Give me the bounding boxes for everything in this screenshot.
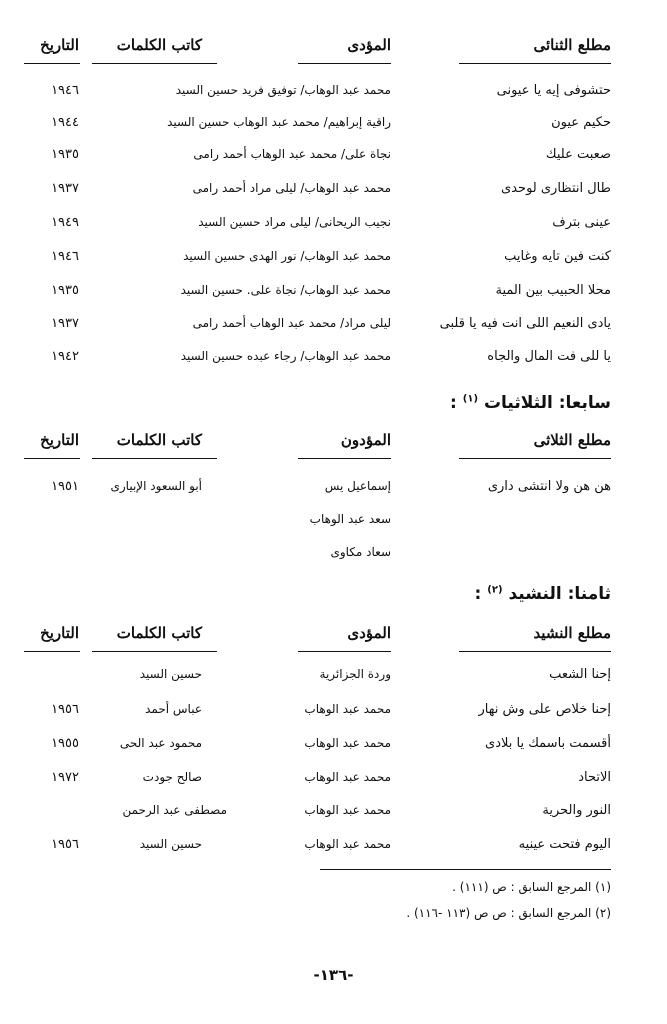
row-writer: حسين السيد bbox=[139, 837, 202, 851]
row-credit: نجاة على/ محمد عبد الوهاب أحمد رامى bbox=[193, 147, 391, 161]
anthems-title-colon: : bbox=[474, 584, 482, 604]
header-underline bbox=[92, 63, 217, 64]
table-row bbox=[0, 349, 667, 377]
row-credit: محمد عبد الوهاب/ نور الهدى حسين السيد bbox=[183, 249, 391, 263]
header-underline bbox=[459, 458, 611, 459]
row-singer: محمد عبد الوهاب bbox=[304, 736, 391, 750]
trios-title-colon: : bbox=[450, 393, 457, 413]
row-singer: محمد عبد الوهاب bbox=[304, 803, 391, 817]
table-row bbox=[0, 83, 667, 111]
row-first-line: حتشوفى إيه يا عيونى bbox=[496, 83, 611, 98]
row-singer: سعاد مكاوى bbox=[330, 545, 391, 559]
table-row bbox=[0, 479, 667, 507]
row-credit: محمد عبد الوهاب/ ليلى مراد أحمد رامى bbox=[192, 181, 391, 195]
table-row bbox=[0, 115, 667, 143]
trios-header-singer: المؤدون bbox=[340, 431, 391, 449]
duets-header-writer: كاتب الكلمات bbox=[116, 36, 202, 54]
row-date: ١٩٥٦ bbox=[51, 702, 79, 717]
trios-table-header bbox=[0, 431, 667, 459]
table-row bbox=[0, 667, 667, 695]
table-row bbox=[0, 249, 667, 277]
header-underline bbox=[92, 458, 217, 459]
header-underline bbox=[298, 458, 391, 459]
row-credit: ليلى مراد/ محمد عبد الوهاب أحمد رامى bbox=[192, 316, 391, 330]
header-underline bbox=[298, 651, 391, 652]
table-row bbox=[0, 837, 667, 865]
anthems-title-text: ثامنا: النشيد bbox=[508, 584, 611, 604]
table-row bbox=[0, 147, 667, 175]
row-singer: محمد عبد الوهاب bbox=[304, 702, 391, 716]
trios-title-text: سابعا: الثلاثيات bbox=[483, 393, 611, 413]
trios-header-first: مطلع الثلاثى bbox=[533, 431, 611, 449]
row-first-line: إحنا خلاص على وش نهار bbox=[478, 702, 611, 717]
anthems-header-singer: المؤدى bbox=[347, 624, 391, 642]
table-row bbox=[0, 512, 667, 540]
row-date: ١٩٣٧ bbox=[51, 181, 79, 196]
row-first-line: حكيم عيون bbox=[551, 115, 611, 130]
header-underline bbox=[24, 458, 80, 459]
row-date: ١٩٤٩ bbox=[51, 215, 79, 230]
row-first-line: اليوم فتحت عينيه bbox=[518, 837, 611, 852]
trios-header-date: التاريخ bbox=[40, 431, 79, 449]
row-first-line: أقسمت باسمك يا بلادى bbox=[485, 736, 611, 751]
row-date: ١٩٣٥ bbox=[51, 283, 79, 298]
anthems-footnote-ref: (٢) bbox=[487, 584, 503, 596]
anthems-section-title bbox=[475, 584, 611, 604]
row-date: ١٩٥٥ bbox=[51, 736, 79, 751]
row-date: ١٩٣٧ bbox=[51, 316, 79, 331]
row-first-line: كنت فين تايه وغايب bbox=[504, 249, 611, 264]
row-date: ١٩٥٦ bbox=[51, 837, 79, 852]
row-first-line: عينى بترف bbox=[552, 215, 611, 230]
row-first-line: النور والحرية bbox=[542, 803, 611, 818]
row-writer: محمود عبد الحى bbox=[119, 736, 202, 750]
header-underline bbox=[24, 63, 80, 64]
footnote-divider bbox=[320, 869, 611, 870]
row-writer: صالح جودت bbox=[142, 770, 202, 784]
footnote: (٢) المرجع السابق : ص ص (١١٣ -١١٦) . bbox=[406, 906, 611, 920]
row-first-line: إحنا الشعب bbox=[549, 667, 611, 682]
header-underline bbox=[298, 63, 391, 64]
row-credit: محمد عبد الوهاب/ رجاء عبده حسين السيد bbox=[180, 349, 391, 363]
anthems-header-writer: كاتب الكلمات bbox=[116, 624, 202, 642]
header-underline bbox=[24, 651, 80, 652]
page-number: -١٣٦- bbox=[313, 966, 354, 984]
trios-section-title bbox=[450, 393, 611, 413]
row-credit: محمد عبد الوهاب/ توفيق فريد حسين السيد bbox=[175, 83, 391, 97]
row-date: ١٩٤٦ bbox=[51, 83, 79, 98]
duets-header-first: مطلع الثنائى bbox=[533, 36, 611, 54]
table-row bbox=[0, 736, 667, 764]
row-credit: راقية إبراهيم/ محمد عبد الوهاب حسين السيد bbox=[167, 115, 391, 129]
anthems-table-header bbox=[0, 624, 667, 652]
row-singer: سعد عبد الوهاب bbox=[309, 512, 391, 526]
header-underline bbox=[92, 651, 217, 652]
row-first-line: طال انتظارى لوحدى bbox=[501, 181, 611, 196]
row-writer: مصطفى عبد الرحمن bbox=[122, 803, 227, 817]
row-first-line: يا للى فت المال والجاه bbox=[487, 349, 611, 364]
table-row bbox=[0, 702, 667, 730]
header-underline bbox=[459, 63, 611, 64]
row-writer: عباس أحمد bbox=[145, 702, 202, 716]
table-row bbox=[0, 283, 667, 311]
duets-table-header bbox=[0, 36, 667, 64]
row-writer: حسين السيد bbox=[139, 667, 202, 681]
duets-header-singer: المؤدى bbox=[347, 36, 391, 54]
anthems-header-first: مطلع النشيد bbox=[533, 624, 611, 642]
table-row bbox=[0, 316, 667, 344]
row-date: ١٩٤٢ bbox=[51, 349, 79, 364]
row-singer: إسماعيل يس bbox=[324, 479, 391, 493]
table-row bbox=[0, 181, 667, 209]
header-underline bbox=[459, 651, 611, 652]
table-row bbox=[0, 215, 667, 243]
table-row bbox=[0, 803, 667, 831]
row-first-line: الاتحاد bbox=[578, 770, 611, 785]
row-credit: محمد عبد الوهاب/ نجاة على. حسين السيد bbox=[180, 283, 391, 297]
row-first-line: يادى النعيم اللى انت فيه يا قلبى bbox=[439, 316, 611, 331]
row-singer: وردة الجزائرية bbox=[319, 667, 391, 681]
row-credit: نجيب الريحانى/ ليلى مراد حسين السيد bbox=[198, 215, 391, 229]
row-singer: محمد عبد الوهاب bbox=[304, 837, 391, 851]
trios-header-writer: كاتب الكلمات bbox=[116, 431, 202, 449]
table-row bbox=[0, 545, 667, 573]
duets-header-date: التاريخ bbox=[40, 36, 79, 54]
row-writer: أبو السعود الإبيارى bbox=[110, 479, 202, 493]
row-date: ١٩٧٢ bbox=[51, 770, 79, 785]
row-singer: محمد عبد الوهاب bbox=[304, 770, 391, 784]
row-first-line: صعبت عليك bbox=[545, 147, 611, 162]
anthems-header-date: التاريخ bbox=[40, 624, 79, 642]
table-row bbox=[0, 770, 667, 798]
row-date: ١٩٤٦ bbox=[51, 249, 79, 264]
trios-footnote-ref: (١) bbox=[462, 393, 479, 405]
footnote: (١) المرجع السابق : ص (١١١) . bbox=[452, 880, 611, 894]
row-first-line: هن هن ولا انتشى دارى bbox=[487, 479, 611, 494]
row-date: ١٩٣٥ bbox=[51, 147, 79, 162]
row-date: ١٩٤٤ bbox=[51, 115, 79, 130]
row-first-line: محلا الحبيب بين المية bbox=[495, 283, 611, 298]
row-date: ١٩٥١ bbox=[51, 479, 79, 494]
